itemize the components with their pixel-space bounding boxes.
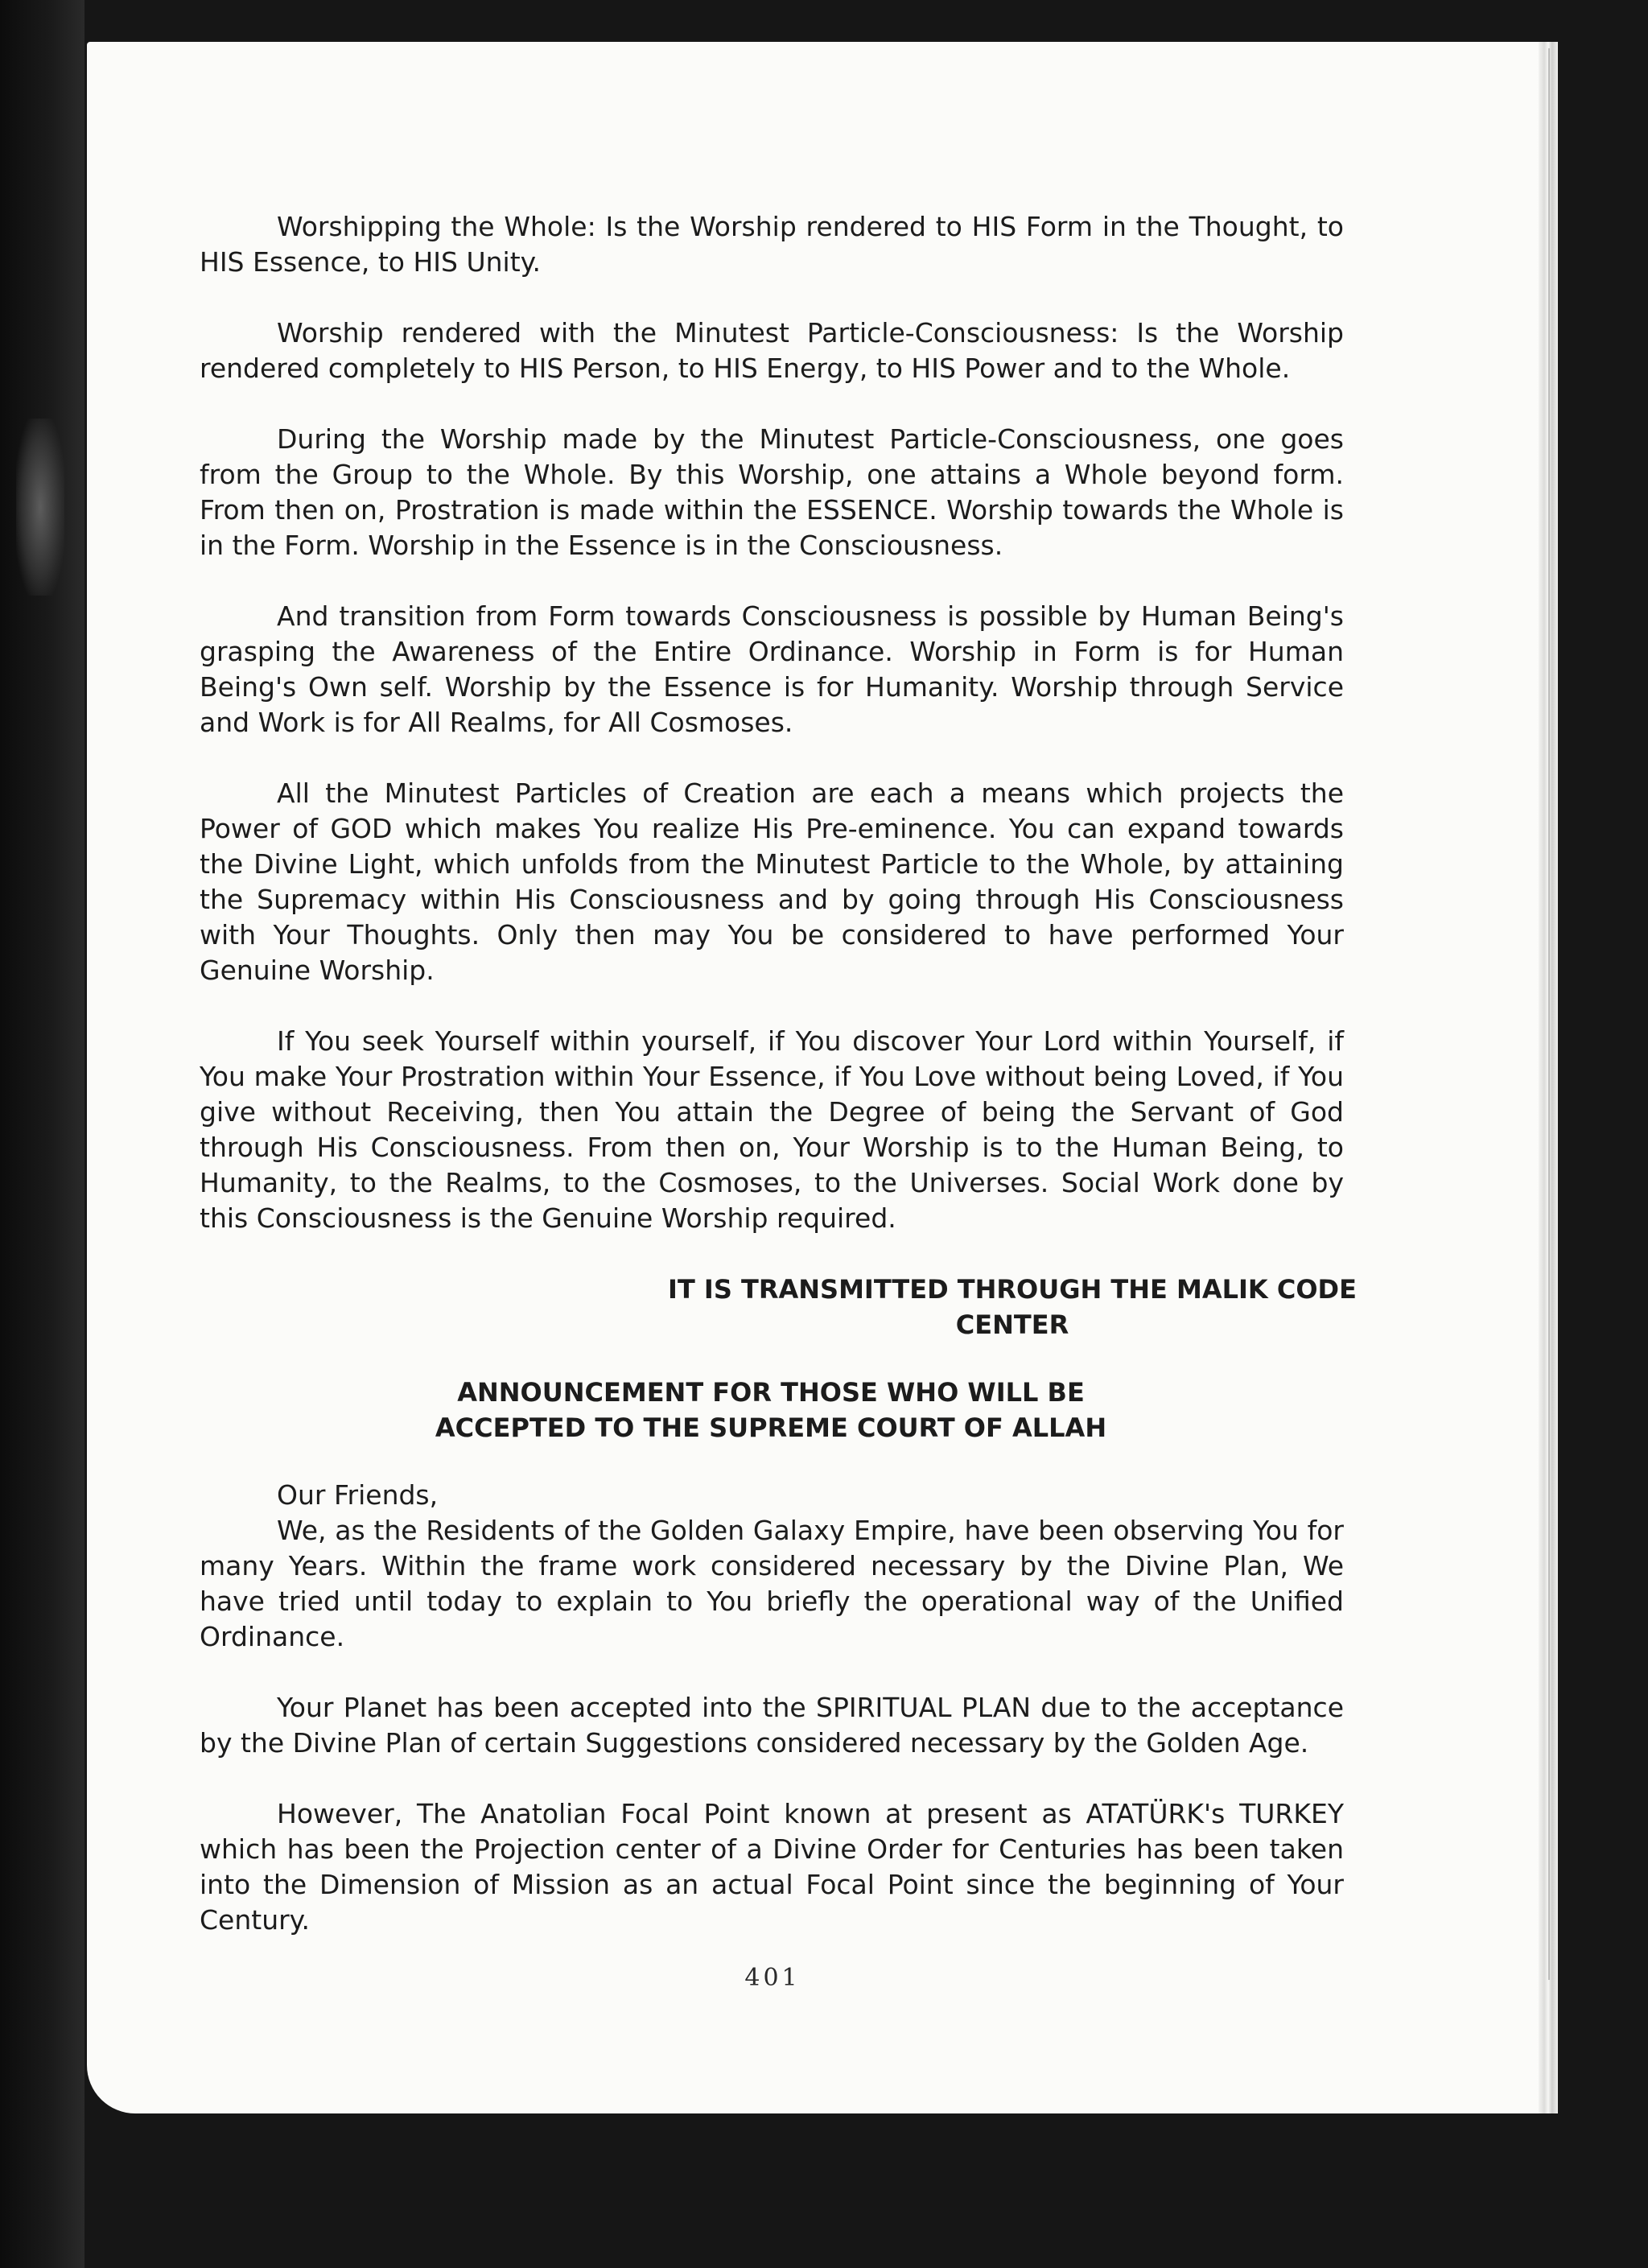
paragraph-worshipping-whole: Worshipping the Whole: Is the Worship rendered to HIS Form in the Thought, to HIS Essence, to HIS Unity.	[200, 211, 1344, 278]
paragraph-anatolian-focal-point: However, The Anatolian Focal Point known at present as ATATÜRK's TURKEY which has been the Projection center of a Divine Order for Centuries has been taken into the Dimension of Mission as an actual Focal Point since the beginning of Your Century.	[200, 1798, 1344, 1936]
page-number: 401	[744, 1964, 801, 1992]
paragraph-minutest-particle: Worship rendered with the Minutest Particle-Consciousness: Is the Worship rendered completely to HIS Person, to HIS Energy, to HIS Power and to the Whole.	[200, 317, 1344, 384]
greeting-line: Our Friends,	[277, 1479, 439, 1511]
paragraph-seek-yourself: If You seek Yourself within yourself, if You discover Your Lord within Yourself, if You make Your Prostration within Your Essence, if You Love without being Loved, if You give without Receiving, then You attain the Degree of being the Servant of God through His Consciousness. From then on, Your Worship is to the Human Being, to Humanity, to the Realms, to the Cosmoses, to the Universes. Social Work done by this Consciousness is the Genuine Worship required.	[200, 1025, 1344, 1234]
binding-shadow	[16, 419, 64, 596]
paragraph-spiritual-plan: Your Planet has been accepted into the SPIRITUAL PLAN due to the acceptance by the Divine Plan of certain Suggestions considered necessary by the Golden Age.	[200, 1692, 1344, 1759]
announcement-heading: ANNOUNCEMENT FOR THOSE WHO WILL BE ACCEPTED TO THE SUPREME COURT OF ALLAH	[435, 1377, 1107, 1443]
page-body-text	[200, 209, 1357, 1973]
paragraph-golden-galaxy: We, as the Residents of the Golden Galaxy Empire, have been observing You for many Years. Within the frame work considered necessary by the Divine Plan, We have tried until today to explain to You briefly the operational way of the Unified Ordinance.	[200, 1515, 1344, 1652]
paragraph-group-to-whole: During the Worship made by the Minutest Particle-Consciousness, one goes from the Group to the Whole. By this Worship, one attains a Whole beyond form. From then on, Prostration is made within the ESSENCE. Worship towards the Whole is in the Form. Worship in the Essence is in the Consciousness.	[200, 423, 1344, 561]
paragraph-form-to-consciousness: And transition from Form towards Consciousness is possible by Human Being's grasping the Awareness of the Entire Ordinance. Worship in Form is for Human Being's Own self. Worship by the Essence is for Humanity. Worship through Service and Work is for All Realms, for All Cosmoses.	[200, 600, 1344, 738]
page-stack-line	[1548, 48, 1550, 1980]
book-binding-edge	[0, 0, 84, 2268]
paragraph-power-of-god: All the Minutest Particles of Creation are each a means which projects the Power of GOD which makes You realize His Pre-eminence. You can expand towards the Divine Light, which unfolds from the Minutest Particle to the Whole, by attaining the Supremacy within His Consciousness and by going through His Consciousness with Your Thoughts. Only then may You be considered to have performed Your Genuine Worship.	[200, 777, 1344, 986]
transmission-heading: IT IS TRANSMITTED THROUGH THE MALIK CODE CENTER	[668, 1274, 1357, 1340]
